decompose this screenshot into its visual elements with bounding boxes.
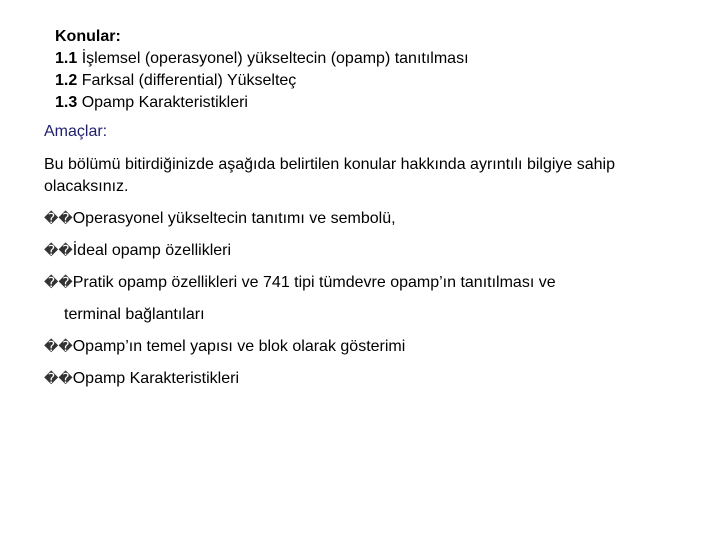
list-item [44,208,396,230]
bullet-icon: �� [44,275,73,291]
list-item [44,336,405,358]
topic-item-3 [55,92,469,114]
topic-text: Opamp Karakteristikleri [77,94,248,111]
list-item [44,240,231,262]
aims-intro: Bu bölümü bitirdiğinizde aşağıda belirtilen konular hakkında ayrıntılı bilgiye sahip olacaksınız. [44,156,615,195]
list-item-text: Opamp’ın temel yapısı ve blok olarak gösterimi [72,338,406,355]
topic-number: 1.3 [55,94,78,111]
list-item-text: Operasyonel yükseltecin tanıtımı ve sembolü, [72,210,396,227]
topic-item-1 [55,48,469,70]
topics-section [55,26,469,114]
topic-text: İşlemsel (operasyonel) yükseltecin (opamp) tanıtılması [77,50,469,67]
list-item [44,272,556,294]
topic-text: Farksal (differential) Yükselteç [77,72,297,89]
list-item-text: Pratik opamp özellikleri ve 741 tipi tümdevre opamp’ın tanıtılması ve [72,274,556,291]
topic-item-2 [55,70,469,92]
list-item-text: İdeal opamp özellikleri [72,242,232,259]
bullet-icon: �� [44,243,73,259]
bullet-icon: �� [44,211,73,227]
topics-heading: Konular: [55,28,121,45]
list-item-text: Opamp Karakteristikleri [72,370,239,387]
bullet-icon: �� [44,371,73,387]
topic-number: 1.1 [55,50,78,67]
list-item-continuation: terminal bağlantıları [64,306,205,323]
topic-number: 1.2 [55,72,78,89]
aims-heading: Amaçlar: [44,123,108,140]
bullet-icon: �� [44,339,73,355]
list-item [44,368,239,390]
